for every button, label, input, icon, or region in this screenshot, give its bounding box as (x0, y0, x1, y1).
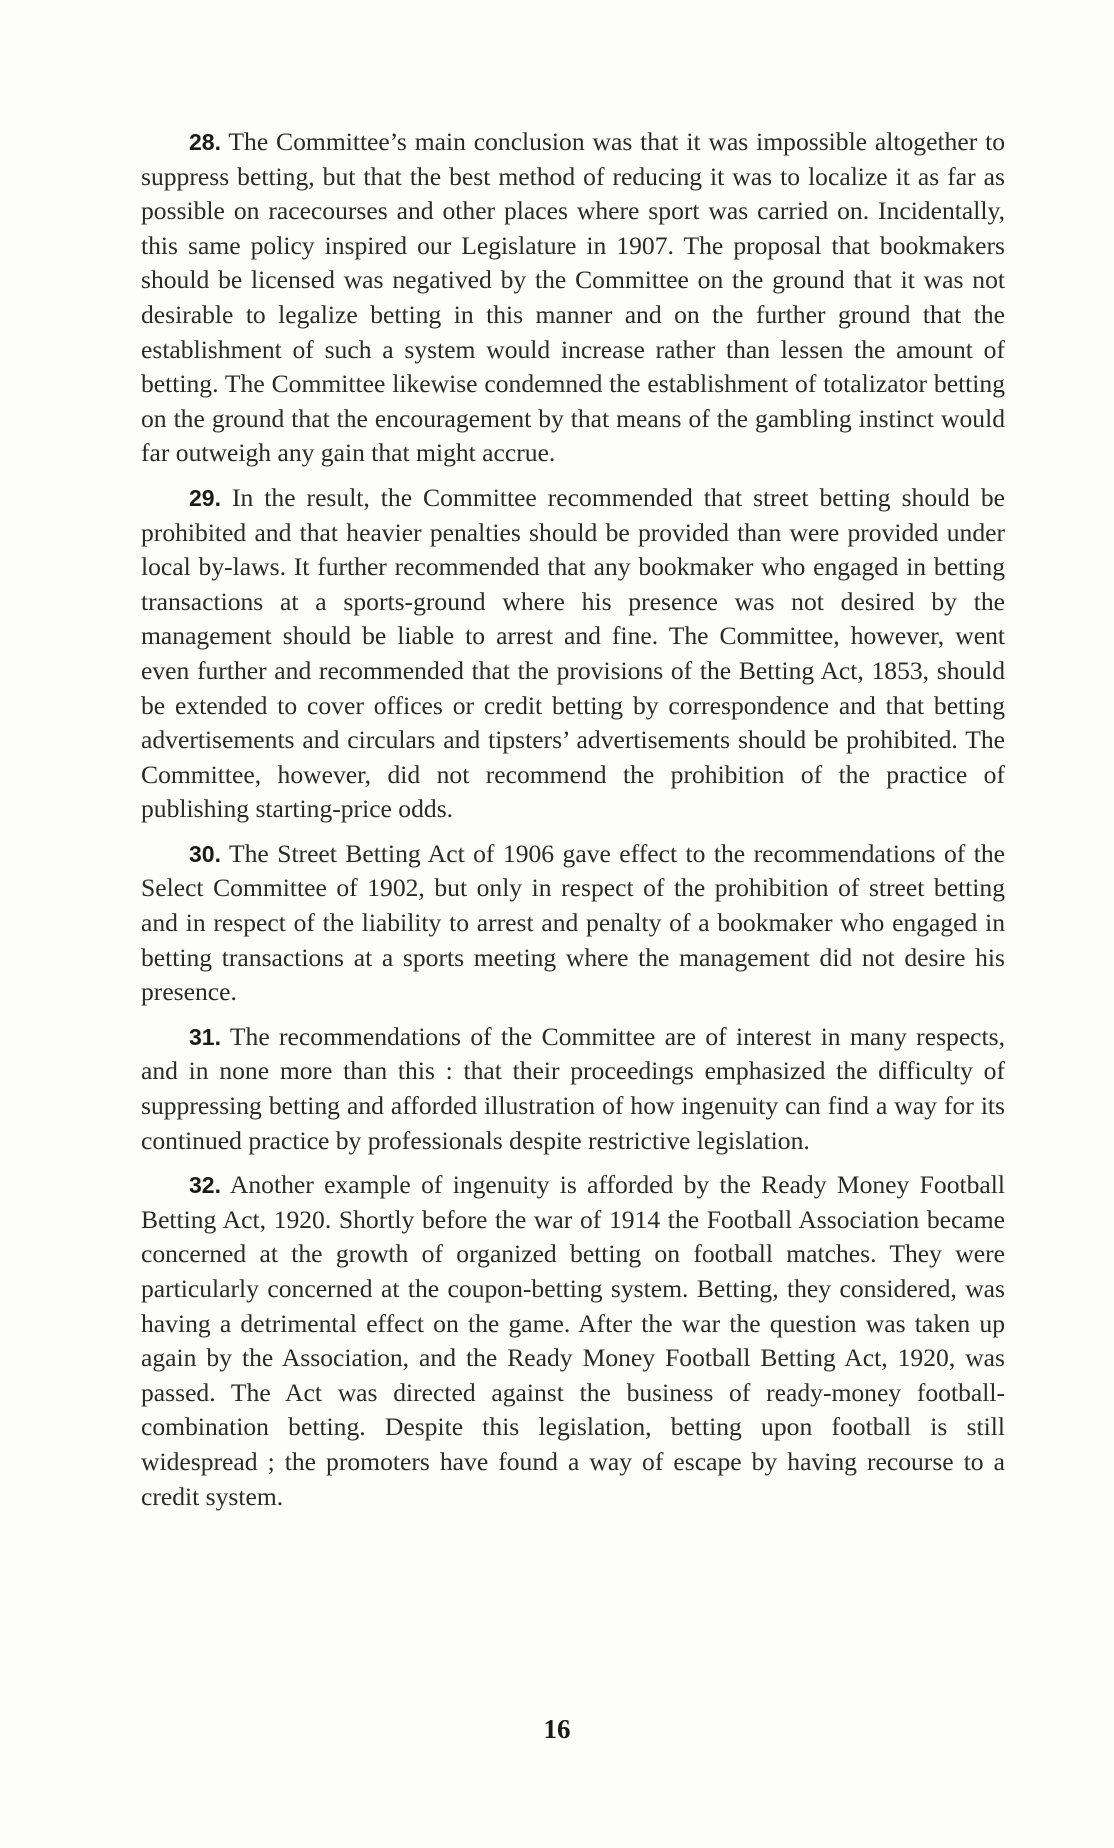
paragraph-number: 28. (189, 129, 221, 155)
paragraph-number: 29. (189, 484, 221, 511)
paragraph-number: 30. (189, 840, 221, 867)
paragraph-text: The recommendations of the Committee are of interest in many respects, and in none more than this : that their proceedings emphasized the difficulty of suppressing betting and afforded illustration of how ingenuity can find a way for its continued practice by professionals despite restrictive legislation. (141, 1021, 1006, 1155)
paragraph-number: 31. (189, 1023, 221, 1050)
paragraph-number: 32. (189, 1172, 221, 1199)
paragraph-text: The Street Betting Act of 1906 gave effect to the recommendations of the Select Committee of 1902, but only in respect of the prohibition of street betting and in respect of the liability to arrest and penalty of a bookmaker who engaged in betting transactions at a sports meeting where the management did not desire his presence. (141, 838, 1005, 1007)
paragraph-28 (141, 125, 1005, 471)
paragraph-30 (141, 837, 1005, 1010)
paragraph-29 (141, 481, 1005, 827)
body-text (141, 125, 1005, 1524)
paragraph-32 (141, 1168, 1005, 1514)
paragraph-text: The Committee’s main conclusion was that it was impossible altogether to suppress betting, but that the best method of reducing it was to localize it as far as possible on racecourses and other places where sport was carried on. Incidentally, this same policy inspired our Legislature in 1907. The proposal that bookmakers should be licensed was negatived by the Committee on the ground that it was not desirable to legalize betting in this manner and on the further ground that the establishment of such a system would increase rather than lessen the amount of betting. The Committee likewise condemned the establishment of totalizator betting on the ground that the encouragement by that means of the gambling instinct would far outweigh any gain that might accrue. (141, 127, 1005, 468)
paragraph-text: Another example of ingenuity is afforded by the Ready Money Football Betting Act, 1920. Shortly before the war of 1914 the Football Association became concerned at the growth of organized betting on football matches. They were particularly concerned at the coupon-betting system. Betting, they considered, was having a detrimental effect on the game. After the war the question was taken up again by the Association, and the Ready Money Football Betting Act, 1920, was passed. The Act was directed against the business of ready-money football-combination betting. Despite this legislation, betting upon football is still widespread ; the promoters have found a way of escape by having recourse to a credit system. (141, 1170, 1005, 1511)
paragraph-31 (141, 1020, 1005, 1158)
paragraph-text: In the result, the Committee recommended that street betting should be prohibited and that heavier penalties should be provided than were provided under local by-laws. It further recommended that any bookmaker who engaged in betting transactions at a sports-ground where his presence was not desired by the management should be liable to arrest and fine. The Committee, however, went even further and recommended that the provisions of the Betting Act, 1853, should be extended to cover offices or credit betting by correspondence and that betting advertisements and circulars and tipsters’ advertisements should be prohibited. The Committee, however, did not recommend the prohibition of the practice of publishing starting-price odds. (141, 482, 1005, 824)
page-number: 16 (543, 1714, 571, 1744)
